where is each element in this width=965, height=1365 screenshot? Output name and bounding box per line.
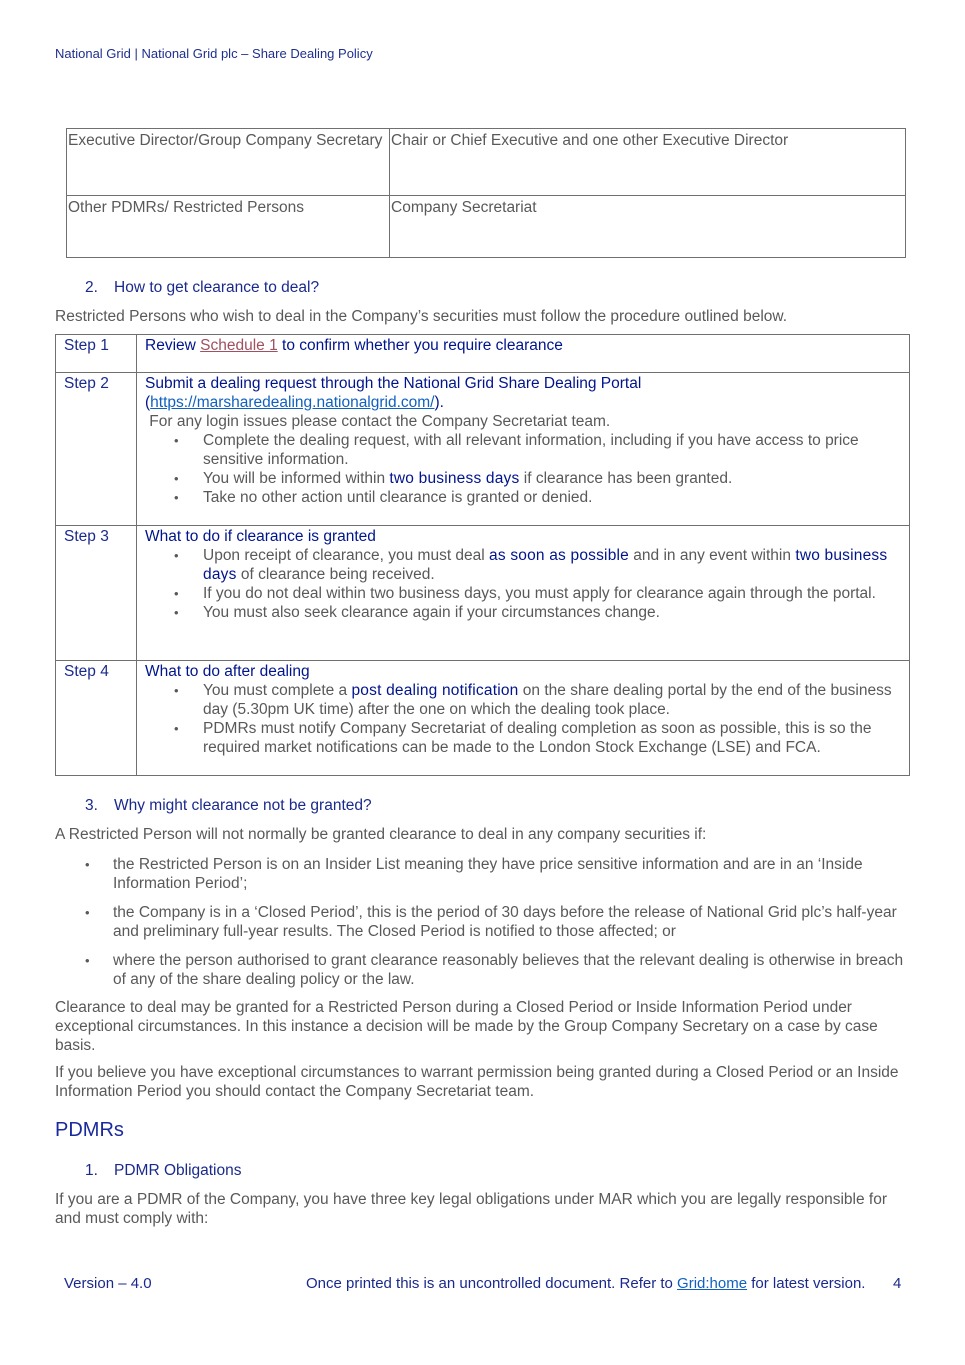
- contact-paragraph: If you believe you have exceptional circumstances to warrant permission being granted during a Closed Period or an Inside Information Period you should contact the Company Secretariat team.: [55, 1064, 899, 1100]
- list-item: • PDMRs must notify Company Secretariat of dealing completion as soon as possible, this is so the required market notifications can be made to the London Stock Exchange (LSE) and FCA.: [203, 719, 901, 757]
- step-label: Step 3: [56, 526, 137, 661]
- page-number: 4: [893, 1275, 902, 1292]
- table-row: [67, 129, 906, 196]
- step-content: [137, 373, 910, 526]
- step-title: Submit a dealing request through the National Grid Share Dealing Portal: [145, 375, 642, 392]
- list-item: • Complete the dealing request, with all relevant information, including if you have access to price sensitive information.: [203, 431, 901, 469]
- list-item: • where the person authorised to grant clearance reasonably believes that the relevant dealing is otherwise in breach of any of the share dealing policy or the law.: [55, 951, 910, 989]
- text: Upon receipt of clearance, you must deal: [203, 547, 490, 564]
- section-number: 1.: [85, 1162, 98, 1179]
- text: and in any event within: [629, 547, 796, 564]
- clearance-steps-table: [55, 334, 910, 776]
- clearance-authority-table: [66, 128, 906, 258]
- text: You will be informed within: [203, 470, 390, 487]
- grid-home-link[interactable]: Grid:home: [677, 1275, 748, 1292]
- table-cell-approver: Company Secretariat: [390, 196, 906, 258]
- table-row: [56, 526, 910, 661]
- step-title-text: to confirm whether you require clearance: [277, 337, 563, 354]
- step-label: Step 1: [56, 335, 137, 373]
- paren: (: [145, 394, 151, 411]
- section-number: 3.: [85, 797, 98, 814]
- section-heading-not-granted: [85, 797, 372, 815]
- text: You must complete a: [203, 682, 352, 699]
- text: if clearance has been granted.: [519, 470, 733, 487]
- share-dealing-portal-link[interactable]: https://marsharedealing.nationalgrid.com/: [150, 394, 435, 411]
- footer-version: Version – 4.0: [64, 1275, 152, 1292]
- text: on the share dealing portal by the end of the business day (5.30pm UK time) after the one on which the dealing took place.: [203, 682, 892, 718]
- step-title: [145, 337, 563, 354]
- section-number: 2.: [85, 279, 98, 296]
- table-row: [56, 661, 910, 776]
- section-intro: A Restricted Person will not normally be granted clearance to deal in any company securities if:: [55, 826, 707, 843]
- list-item: • You must also seek clearance again if your circumstances change.: [203, 603, 901, 622]
- section-intro: Restricted Persons who wish to deal in the Company’s securities must follow the procedure outlined below.: [55, 308, 788, 325]
- footer-notice: [306, 1275, 865, 1292]
- list-item: [203, 681, 901, 719]
- section-title: PDMR Obligations: [114, 1162, 242, 1179]
- step-title: What to do after dealing: [145, 663, 310, 680]
- list-item: • If you do not deal within two business days, you must apply for clearance again through the portal.: [203, 584, 901, 603]
- list-item: • Take no other action until clearance is granted or denied.: [203, 488, 901, 507]
- step-label: Step 4: [56, 661, 137, 776]
- highlight-text: two business days: [389, 470, 520, 487]
- pdmrs-heading: PDMRs: [55, 1119, 124, 1141]
- step-title: What to do if clearance is granted: [145, 528, 376, 545]
- table-cell-role: Other PDMRs/ Restricted Persons: [67, 196, 390, 258]
- running-header: National Grid | National Grid plc – Share Dealing Policy: [55, 46, 373, 61]
- schedule-1-link[interactable]: Schedule 1: [200, 337, 278, 354]
- text: of clearance being received.: [236, 566, 435, 583]
- step-label: Step 2: [56, 373, 137, 526]
- text: for latest version.: [747, 1275, 866, 1292]
- step-bullets: [145, 681, 901, 757]
- table-row: [56, 373, 910, 526]
- highlight-text: post dealing notification: [351, 682, 519, 699]
- step-content: [137, 661, 910, 776]
- highlight-text: as soon as possible: [489, 547, 629, 564]
- step-title-text: Review: [145, 337, 201, 354]
- highlight-text: two business days: [203, 547, 888, 583]
- section-title: How to get clearance to deal?: [114, 279, 320, 296]
- refusal-reasons-list: [55, 855, 910, 999]
- list-item: • the Company is in a ‘Closed Period’, this is the period of 30 days before the release of National Grid plc’s half-year and preliminary full-year results. The Closed Period is notified to those affected; or: [55, 903, 910, 941]
- exceptional-circumstances-paragraph: Clearance to deal may be granted for a Restricted Person during a Closed Period or Inside Information Period under exceptional circumstances. In this instance a decision will be made by the Group Company Secretary on a case by case basis.: [55, 999, 878, 1054]
- step-bullets: [145, 546, 901, 622]
- login-note: For any login issues please contact the Company Secretariat team.: [145, 413, 611, 430]
- list-item: [203, 469, 901, 488]
- table-row: [67, 196, 906, 258]
- step-bullets: [145, 431, 901, 507]
- step-content: [137, 335, 910, 373]
- list-item: [203, 546, 901, 584]
- section-heading-pdmr-obligations: [85, 1162, 242, 1180]
- portal-url-line: [145, 393, 901, 412]
- step-content: [137, 526, 910, 661]
- list-item: • the Restricted Person is on an Insider List meaning they have price sensitive information and are in an ‘Inside Information Period’;: [55, 855, 910, 893]
- pdmr-intro: If you are a PDMR of the Company, you have three key legal obligations under MAR which you are legally responsible for and must comply with:: [55, 1191, 887, 1227]
- section-heading-clearance: [85, 279, 319, 297]
- text: Once printed this is an uncontrolled document. Refer to: [306, 1275, 678, 1292]
- table-row: [56, 335, 910, 373]
- table-cell-approver: Chair or Chief Executive and one other Executive Director: [390, 129, 906, 196]
- section-title: Why might clearance not be granted?: [114, 797, 372, 814]
- paren: ).: [434, 394, 444, 411]
- table-cell-role: Executive Director/Group Company Secretary: [67, 129, 390, 196]
